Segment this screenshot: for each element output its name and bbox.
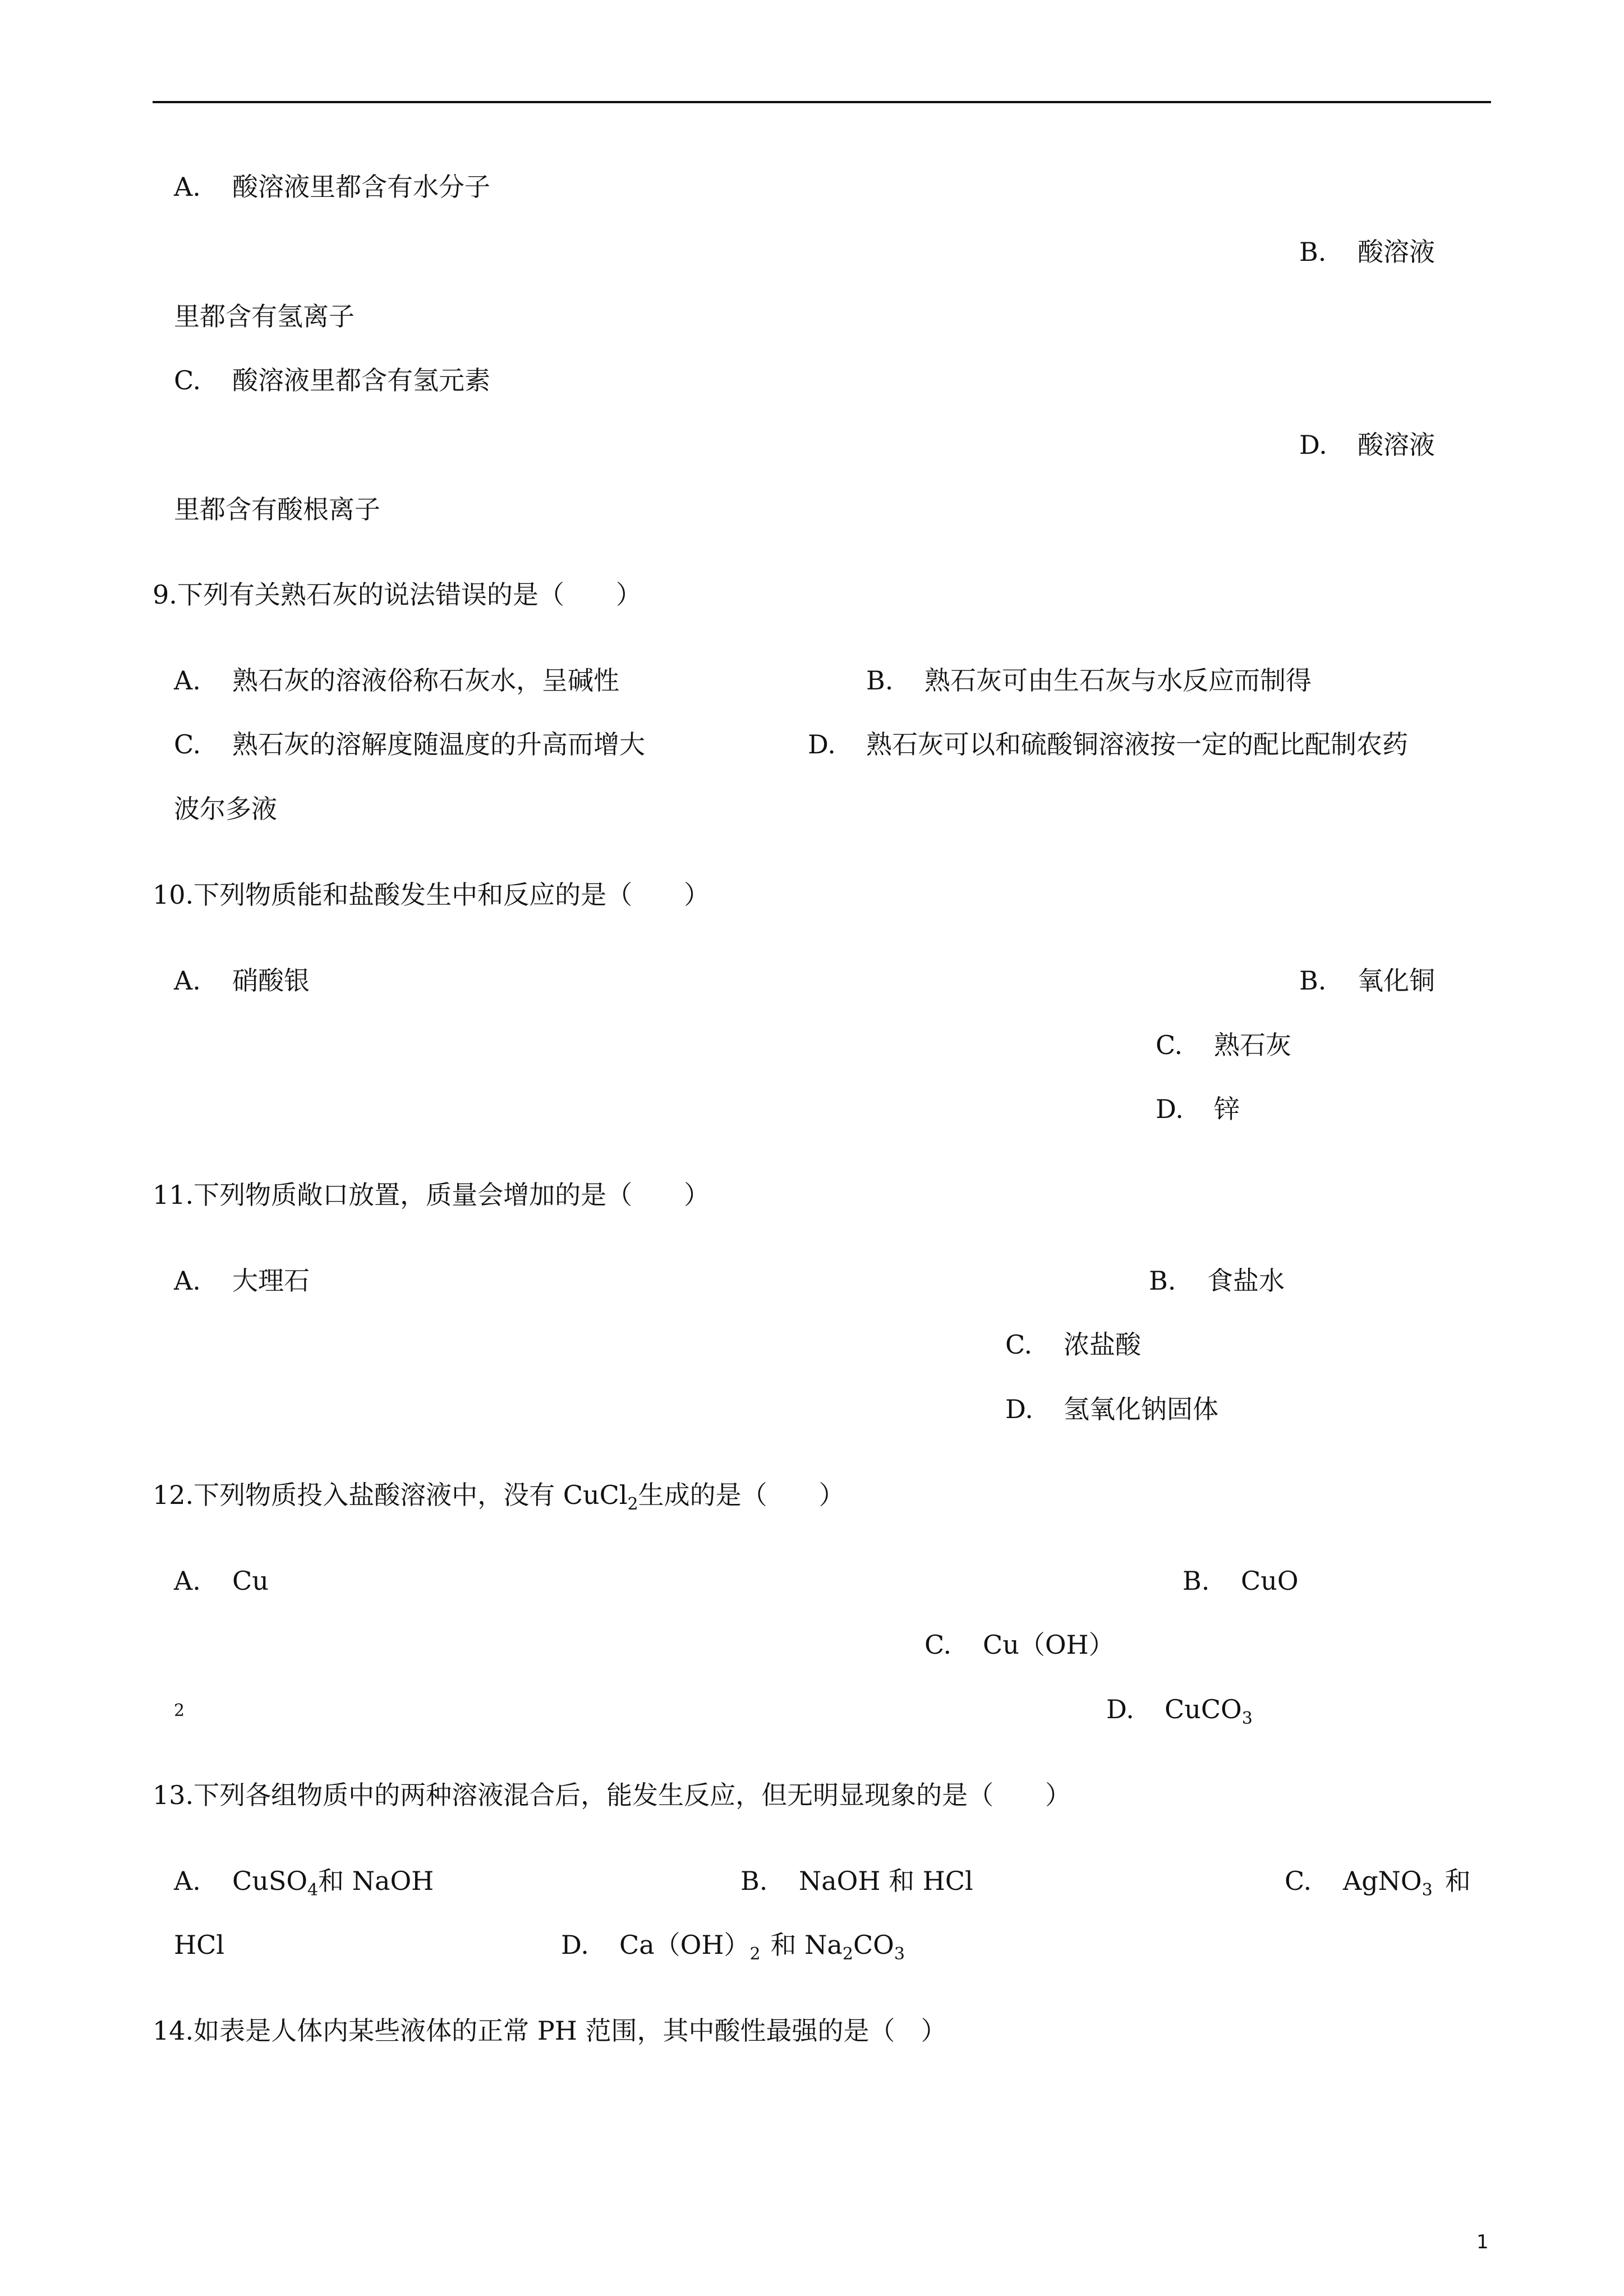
q8-option-b	[1299, 235, 1435, 269]
option-text: CuO	[1241, 1566, 1299, 1596]
q13-option-c	[1285, 1864, 1471, 1898]
option-text: 氢氧化钠固体	[1064, 1394, 1218, 1424]
option-text: CO	[853, 1930, 894, 1960]
option-label: D.	[808, 729, 836, 760]
option-label: B.	[1149, 1266, 1176, 1296]
q11-option-a	[174, 1264, 310, 1297]
option-label: C.	[1005, 1329, 1033, 1360]
q13-option-a	[174, 1864, 434, 1898]
option-text: 大理石	[232, 1266, 310, 1296]
option-text: 熟石灰的溶液俗称石灰水，呈碱性	[232, 665, 619, 696]
option-text: 酸溶液	[1358, 430, 1435, 460]
option-text: 锌	[1214, 1094, 1240, 1124]
q8-option-d-continuation: 里都含有酸根离子	[174, 494, 380, 524]
option-text: CuCO	[1165, 1694, 1242, 1724]
option-text: 浓盐酸	[1064, 1329, 1141, 1360]
q8-option-a	[174, 170, 490, 204]
q8-option-c	[174, 364, 490, 397]
header-rule	[153, 101, 1491, 103]
q12-stem	[153, 1478, 845, 1512]
q9-option-a	[174, 664, 619, 697]
option-text: 和 Na	[770, 1930, 843, 1960]
option-text: 熟石灰	[1214, 1030, 1291, 1060]
option-label: D.	[1299, 430, 1327, 460]
option-label: C.	[174, 729, 201, 760]
option-label: D.	[561, 1930, 589, 1960]
page-number: 1	[1476, 2231, 1489, 2253]
q14-stem: 14.如表是人体内某些液体的正常 PH 范围，其中酸性最强的是（ ）	[153, 2016, 947, 2046]
stem-text: 12.下列物质投入盐酸溶液中，没有 CuCl	[153, 1480, 628, 1510]
q9-option-d-continuation: 波尔多液	[174, 794, 277, 824]
q13-option-b	[740, 1864, 973, 1898]
q8-option-b-continuation: 里都含有氢离子	[174, 301, 355, 332]
subscript: 3	[1241, 1709, 1253, 1728]
q13-stem: 13.下列各组物质中的两种溶液混合后，能发生反应，但无明显现象的是（ ）	[153, 1780, 1071, 1810]
option-label: C.	[1285, 1866, 1312, 1896]
q12-option-d	[1106, 1692, 1253, 1726]
option-label: D.	[1106, 1694, 1134, 1724]
q12-option-c-subscript: 2	[174, 1701, 185, 1720]
q13-option-d	[561, 1928, 905, 1962]
q11-option-b	[1149, 1264, 1285, 1297]
subscript: 3	[894, 1944, 905, 1964]
q13-option-c-continuation: HCl	[174, 1930, 225, 1960]
option-text: 酸溶液里都含有水分子	[232, 172, 490, 202]
q8-option-d	[1299, 428, 1435, 462]
subscript: 2	[627, 1494, 638, 1514]
option-text: 和	[1444, 1866, 1471, 1896]
q10-stem: 10.下列物质能和盐酸发生中和反应的是（ ）	[153, 880, 710, 910]
option-label: B.	[1299, 237, 1327, 267]
q12-option-a	[174, 1564, 269, 1598]
subscript: 4	[307, 1880, 319, 1900]
option-label: B.	[1183, 1566, 1210, 1596]
option-text: Cu（OH）	[983, 1630, 1115, 1660]
q12-option-b	[1183, 1564, 1299, 1598]
option-label: B.	[866, 665, 894, 696]
option-label: C.	[924, 1630, 952, 1660]
option-text: 氧化铜	[1358, 965, 1435, 996]
option-text: CuSO	[232, 1866, 308, 1896]
q9-option-b	[866, 664, 1312, 697]
option-label: B.	[1299, 965, 1327, 996]
option-text: NaOH 和 HCl	[799, 1866, 973, 1896]
subscript: 3	[1421, 1880, 1433, 1900]
q11-option-c	[1005, 1328, 1141, 1361]
option-label: B.	[740, 1866, 768, 1896]
q10-option-a	[174, 964, 310, 997]
q12-option-c	[924, 1628, 1115, 1662]
stem-text: 生成的是（ ）	[638, 1480, 845, 1510]
option-label: A.	[174, 1566, 201, 1596]
option-label: A.	[174, 1866, 201, 1896]
option-label: D.	[1156, 1094, 1184, 1124]
option-label: C.	[1156, 1030, 1183, 1060]
q10-option-d	[1156, 1092, 1240, 1126]
option-text: 硝酸银	[232, 965, 310, 996]
option-label: A.	[174, 1266, 201, 1296]
option-text: AgNO	[1343, 1866, 1422, 1896]
q11-option-d	[1005, 1392, 1218, 1426]
option-label: C.	[174, 365, 201, 395]
option-text: 酸溶液	[1358, 237, 1435, 267]
option-text: 酸溶液里都含有氢元素	[232, 365, 490, 395]
subscript: 2	[842, 1944, 853, 1964]
option-text: 熟石灰的溶解度随温度的升高而增大	[232, 729, 645, 760]
q9-option-d	[808, 728, 1408, 761]
option-text: 熟石灰可由生石灰与水反应而制得	[924, 665, 1312, 696]
subscript: 2	[749, 1944, 761, 1964]
q10-option-c	[1156, 1028, 1291, 1062]
q9-stem: 9.下列有关熟石灰的说法错误的是（ ）	[153, 579, 642, 610]
option-label: A.	[174, 172, 201, 202]
q10-option-b	[1299, 964, 1435, 997]
option-label: A.	[174, 965, 201, 996]
q9-option-c	[174, 728, 645, 761]
option-text: 和 NaOH	[318, 1866, 434, 1896]
option-text: Ca（OH）	[619, 1930, 750, 1960]
option-label: A.	[174, 665, 201, 696]
option-text: 熟石灰可以和硫酸铜溶液按一定的配比配制农药	[866, 729, 1408, 760]
option-label: D.	[1005, 1394, 1033, 1424]
option-text: Cu	[232, 1566, 269, 1596]
q11-stem: 11.下列物质敞口放置，质量会增加的是（ ）	[153, 1180, 710, 1210]
option-text: 食盐水	[1207, 1266, 1285, 1296]
